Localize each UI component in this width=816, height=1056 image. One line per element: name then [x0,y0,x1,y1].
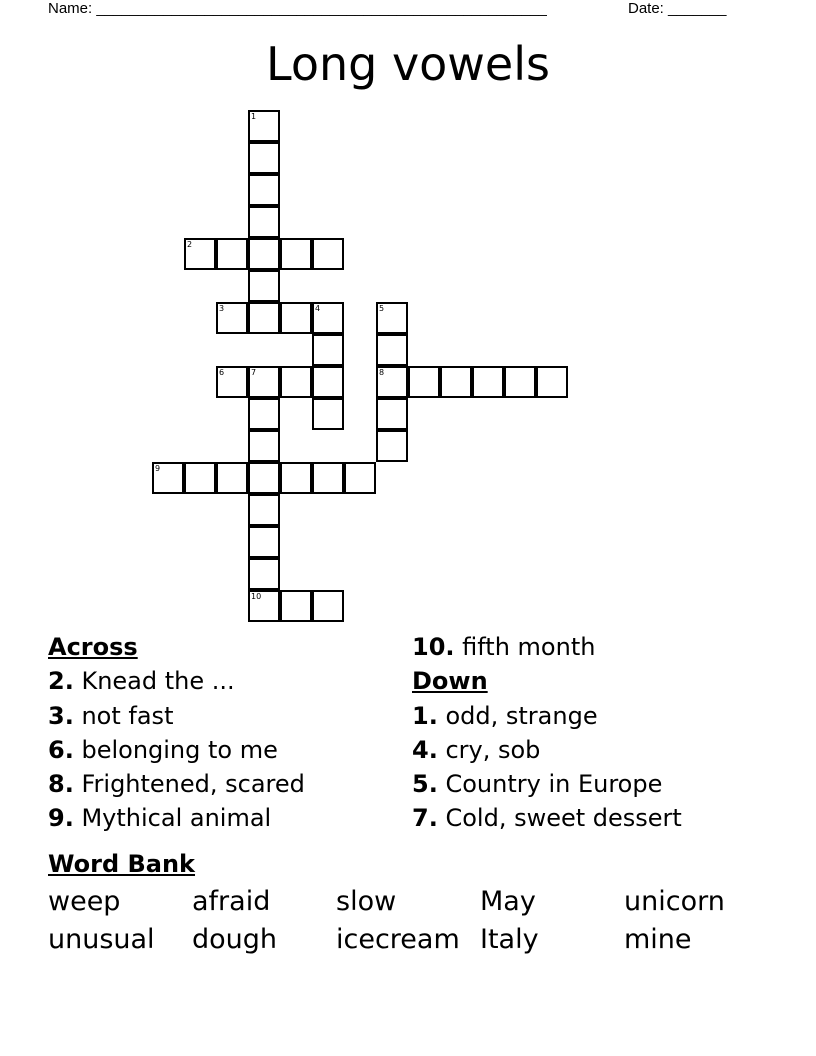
word-bank-item: Italy [480,924,539,955]
across-clue: 3. not fast [48,701,174,730]
across-clue: 6. belonging to me [48,735,278,764]
crossword-cell[interactable] [248,110,280,142]
word-bank-item: unicorn [624,886,725,917]
crossword-cell[interactable] [216,366,248,398]
word-bank-item: mine [624,924,692,955]
word-bank-item: weep [48,886,121,917]
crossword-cell[interactable] [248,430,280,462]
crossword-cell[interactable] [344,462,376,494]
crossword-cell[interactable] [376,334,408,366]
cell-number: 2 [187,240,193,249]
word-bank-item: May [480,886,536,917]
word-bank-item: afraid [192,886,271,917]
crossword-cell[interactable] [312,462,344,494]
crossword-cell[interactable] [408,366,440,398]
cell-number: 6 [219,368,225,377]
crossword-cell[interactable] [312,334,344,366]
crossword-cell[interactable] [312,366,344,398]
crossword-cell[interactable] [248,302,280,334]
crossword-cell[interactable] [248,238,280,270]
crossword-cell[interactable] [280,590,312,622]
across-heading: Across [48,633,138,661]
crossword-cell[interactable] [216,462,248,494]
across-clue: 9. Mythical animal [48,804,272,833]
crossword-cell[interactable] [248,462,280,494]
crossword-cell[interactable] [440,366,472,398]
cell-number: 10 [251,592,262,601]
crossword-cell[interactable] [248,558,280,590]
crossword-cell[interactable] [472,366,504,398]
page-title: Long vowels [266,37,550,91]
crossword-cell[interactable] [248,174,280,206]
word-bank-item: slow [336,886,397,917]
cell-number: 3 [219,304,225,313]
clues-left-column [48,630,398,836]
crossword-cell[interactable] [184,462,216,494]
cell-number: 9 [155,464,161,473]
across-clue: 8. Frightened, scared [48,770,305,799]
down-clue: 4. cry, sob [412,735,541,764]
down-clue: 1. odd, strange [412,701,598,730]
word-bank-item: dough [192,924,278,955]
clues-right-column [412,630,802,836]
down-clue: 5. Country in Europe [412,770,663,799]
crossword-cell[interactable] [280,302,312,334]
down-heading: Down [412,667,488,696]
crossword-cell[interactable] [376,366,408,398]
cell-number: 7 [251,368,257,377]
crossword-cell[interactable] [376,398,408,430]
word-bank-item: icecream [336,924,460,955]
crossword-cell[interactable] [248,270,280,302]
crossword-cell[interactable] [504,366,536,398]
crossword-cell[interactable] [248,590,280,622]
crossword-cell[interactable] [216,302,248,334]
cell-number: 5 [379,304,385,313]
name-field-label: Name: ______________________________________________________ [48,0,547,17]
crossword-cell[interactable] [248,206,280,238]
across-clue: 2. Knead the ... [48,667,235,696]
crossword-cell[interactable] [248,142,280,174]
crossword-cell[interactable] [312,302,344,334]
word-bank-item: unusual [48,924,155,955]
across-clue: 10. fifth month [412,633,596,661]
cell-number: 4 [315,304,321,313]
crossword-cell[interactable] [312,590,344,622]
down-clue: 7. Cold, sweet dessert [412,804,682,833]
crossword-cell[interactable] [536,366,568,398]
cell-number: 1 [251,112,257,121]
crossword-cell[interactable] [376,430,408,462]
cell-number: 8 [379,368,385,377]
crossword-cell[interactable] [248,398,280,430]
crossword-cell[interactable] [248,366,280,398]
crossword-cell[interactable] [376,302,408,334]
crossword-cell[interactable] [248,526,280,558]
word-bank-heading: Word Bank [48,850,196,878]
crossword-cell[interactable] [280,366,312,398]
crossword-cell[interactable] [216,238,248,270]
crossword-cell[interactable] [280,462,312,494]
crossword-cell[interactable] [248,494,280,526]
crossword-cell[interactable] [312,398,344,430]
crossword-cell[interactable] [184,238,216,270]
crossword-cell[interactable] [312,238,344,270]
date-field-label: Date: _______ [628,0,727,17]
crossword-cell[interactable] [280,238,312,270]
crossword-cell[interactable] [152,462,184,494]
